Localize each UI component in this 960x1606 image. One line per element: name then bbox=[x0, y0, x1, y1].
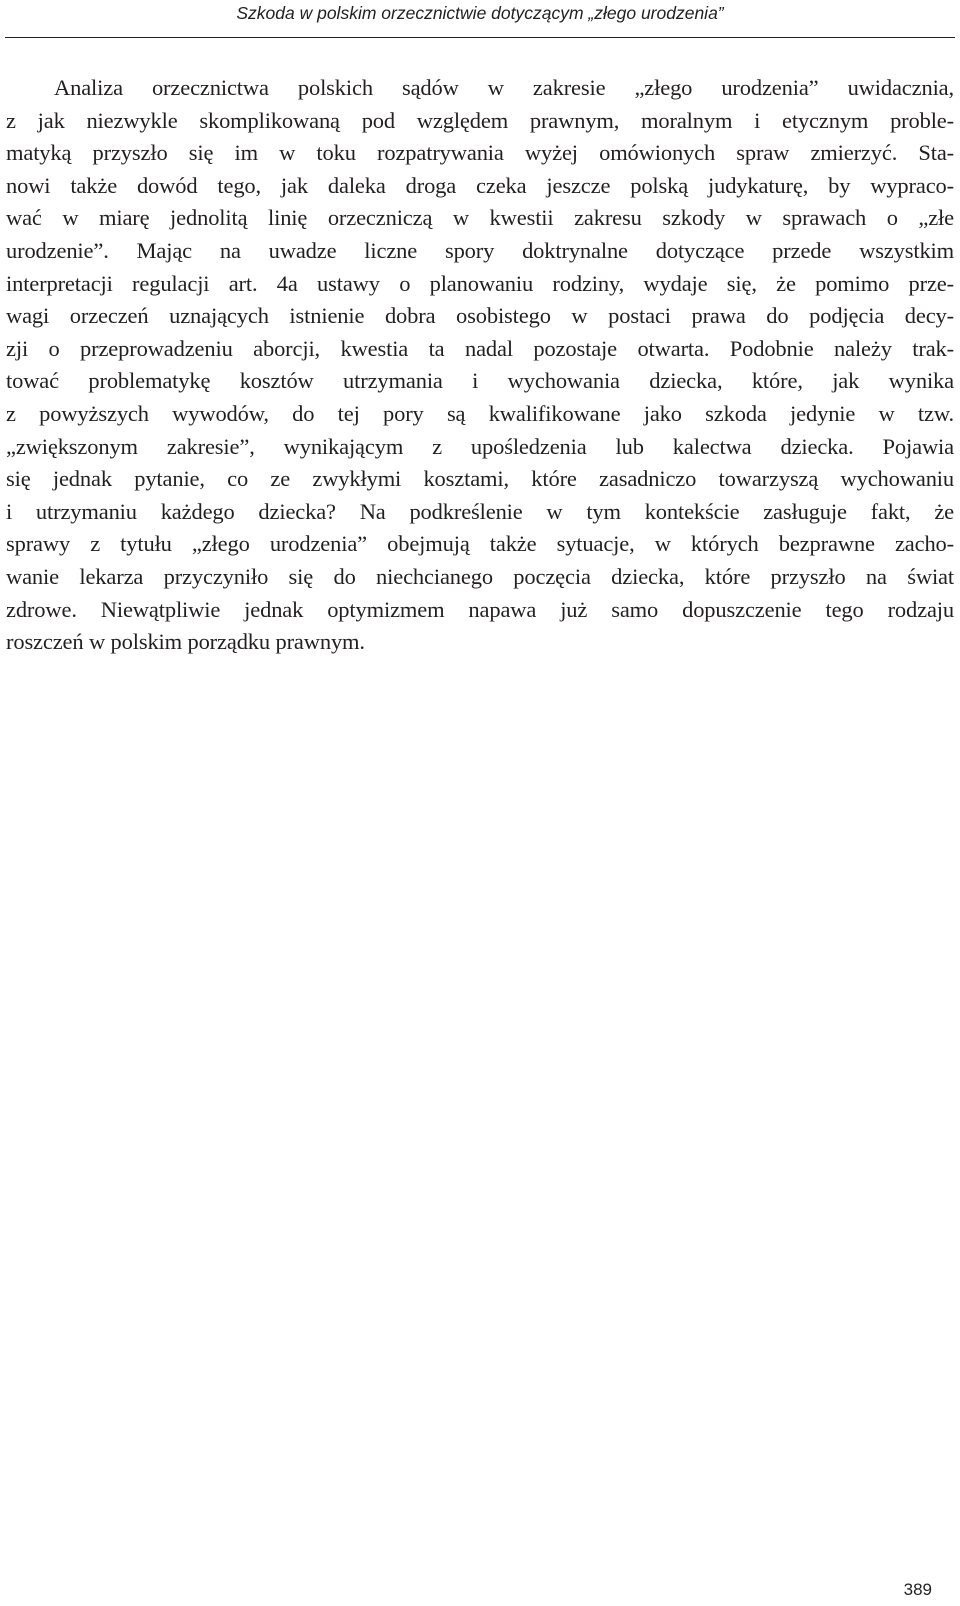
header-divider bbox=[5, 37, 955, 38]
text-line: wać w miarę jednolitą linię orzeczniczą w kwestii zakresu szkody w sprawach o „złe bbox=[6, 205, 954, 231]
text-line: „zwiększonym zakresie”, wynikającym z upośledzenia lub kalectwa dziecka. Pojawia bbox=[6, 433, 954, 459]
text-line: i utrzymaniu każdego dziecka? Na podkreślenie w tym kontekście zasługuje fakt, że bbox=[6, 498, 954, 524]
text-line: wagi orzeczeń uznających istnienie dobra osobistego w postaci prawa do podjęcia decy- bbox=[6, 303, 954, 329]
text-line: Analiza orzecznictwa polskich sądów w zakresie „złego urodzenia” uwidacznia, bbox=[54, 75, 954, 100]
text-line: z powyższych wywodów, do tej pory są kwalifikowane jako szkoda jedynie w tzw. bbox=[6, 400, 954, 426]
body-paragraph bbox=[6, 72, 954, 659]
running-head-title: Szkoda w polskim orzecznictwie dotyczącym „złego urodzenia” bbox=[236, 3, 724, 23]
text-line: roszczeń w polskim porządku prawnym. bbox=[6, 629, 365, 655]
text-line: tować problematykę kosztów utrzymania i wychowania dziecka, które, jak wynika bbox=[6, 368, 954, 394]
text-line: nowi także dowód tego, jak daleka droga czeka jeszcze polską judykaturę, by wypraco- bbox=[6, 172, 954, 198]
page-number: 389 bbox=[903, 1580, 932, 1599]
text-line: zdrowe. Niewątpliwie jednak optymizmem napawa już samo dopuszczenie tego rodzaju bbox=[6, 596, 954, 622]
text-line: urodzenie”. Mając na uwadze liczne spory doktrynalne dotyczące przede wszystkim bbox=[6, 237, 954, 263]
text-line: z jak niezwykle skomplikowaną pod względem prawnym, moralnym i etycznym proble- bbox=[6, 107, 954, 133]
text-line: sprawy z tytułu „złego urodzenia” obejmują także sytuacje, w których bezprawne zacho- bbox=[6, 531, 954, 557]
text-line: interpretacji regulacji art. 4a ustawy o planowaniu rodziny, wydaje się, że pomimo prze- bbox=[6, 270, 954, 296]
text-line: zji o przeprowadzeniu aborcji, kwestia ta nadal pozostaje otwarta. Podobnie należy trak- bbox=[6, 335, 954, 361]
text-line: matyką przyszło się im w toku rozpatrywania wyżej omówionych spraw zmierzyć. Sta- bbox=[6, 140, 954, 166]
text-line: wanie lekarza przyczyniło się do niechcianego poczęcia dziecka, które przyszło na świat bbox=[6, 563, 954, 589]
text-line: się jednak pytanie, co ze zwykłymi kosztami, które zasadniczo towarzyszą wychowaniu bbox=[6, 466, 954, 492]
